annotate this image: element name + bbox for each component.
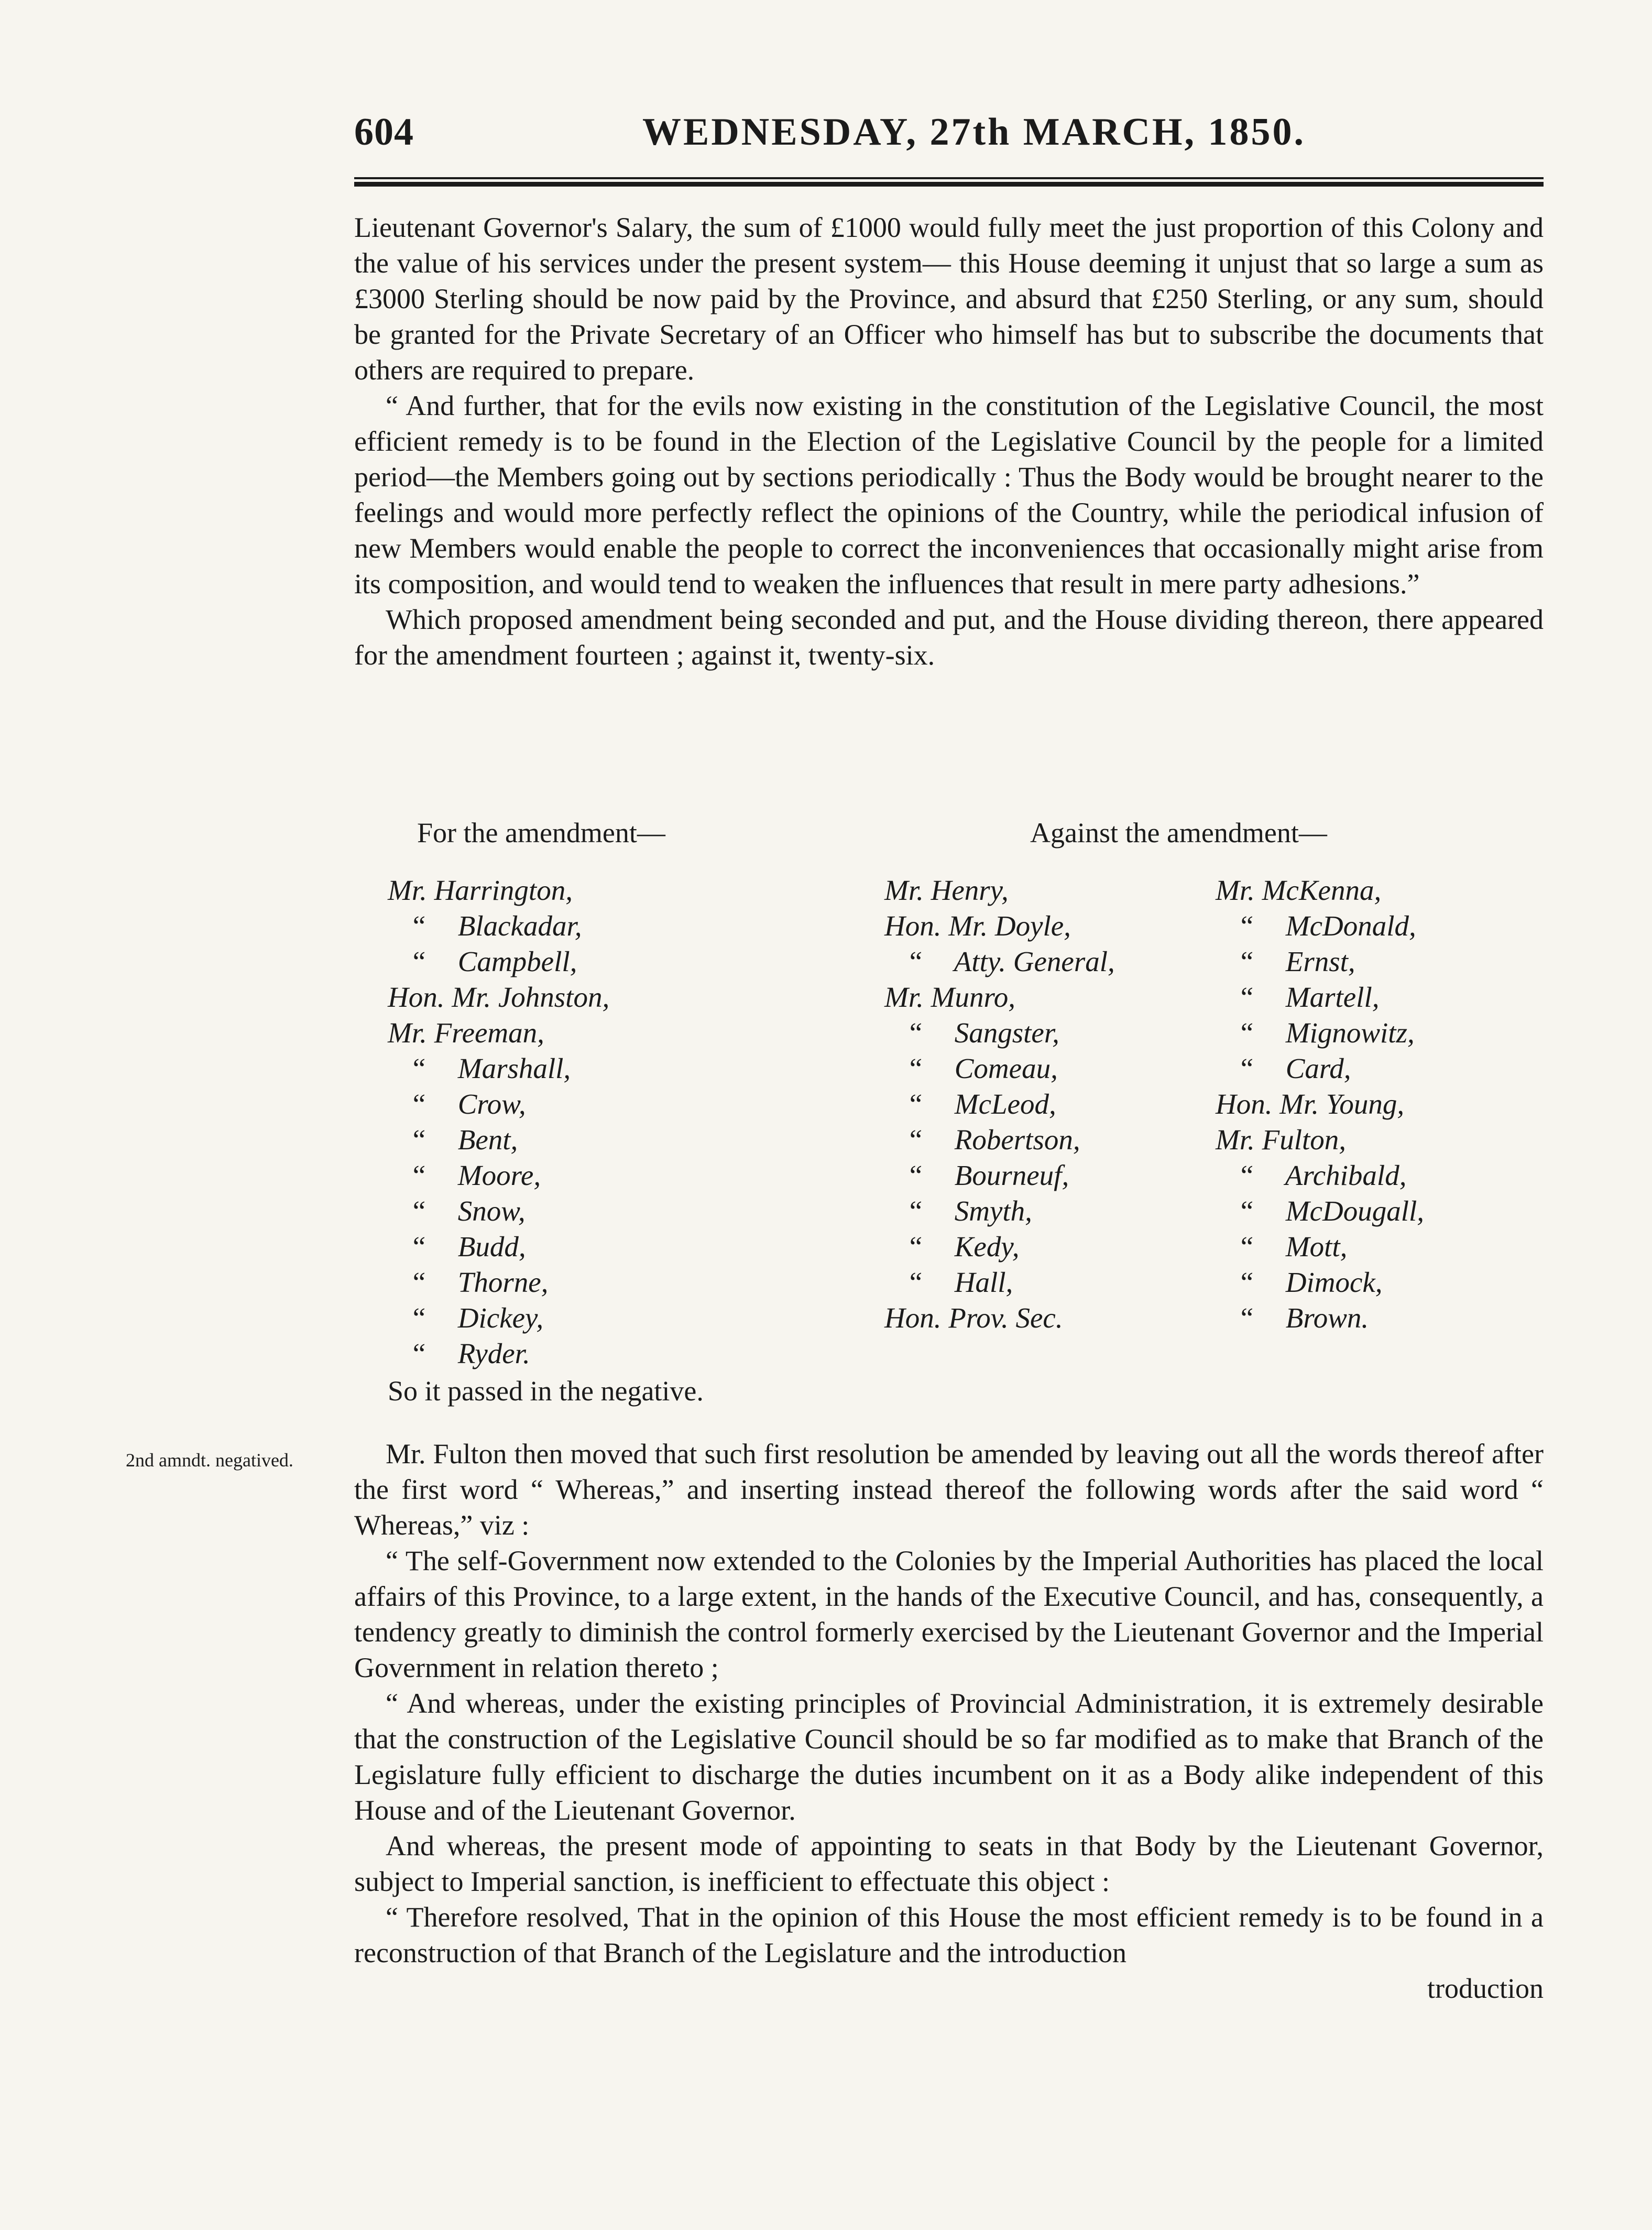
member-name	[1216, 980, 1424, 1015]
member-prefix: Mr.	[388, 874, 427, 906]
member-surname: Fulton,	[1262, 1124, 1347, 1156]
member-name	[388, 1193, 609, 1229]
member-prefix: Hon. Mr.	[388, 981, 491, 1013]
member-name	[1216, 1265, 1424, 1300]
member-surname: Johnston,	[498, 981, 610, 1013]
member-prefix: Mr.	[388, 1017, 427, 1049]
member-surname: Martell,	[1285, 981, 1380, 1013]
member-name	[884, 1051, 1115, 1086]
member-prefix: “	[1240, 1017, 1254, 1049]
member-surname: Freeman,	[434, 1017, 544, 1049]
member-prefix: “	[909, 1088, 923, 1120]
member-surname: Dimock,	[1285, 1266, 1383, 1298]
member-prefix: “	[1240, 981, 1254, 1013]
member-name	[884, 1015, 1115, 1051]
member-surname: McLeod,	[954, 1088, 1056, 1120]
against-heading: Against the amendment—	[1030, 817, 1327, 849]
member-name	[388, 873, 609, 908]
member-prefix: “	[1240, 1195, 1254, 1227]
member-surname: Campbell,	[457, 945, 577, 977]
member-name	[388, 1015, 609, 1051]
page-number: 604	[354, 111, 414, 154]
member-name	[1216, 873, 1424, 908]
member-name	[1216, 1122, 1424, 1158]
member-prefix: Mr.	[884, 874, 924, 906]
member-name	[884, 873, 1115, 908]
member-prefix: Hon. Mr.	[1216, 1088, 1319, 1120]
member-name	[388, 1158, 609, 1193]
member-name	[1216, 1051, 1424, 1086]
member-prefix: “	[412, 1266, 426, 1298]
member-surname: Blackadar,	[457, 910, 582, 942]
member-prefix: “	[1240, 1231, 1254, 1263]
member-surname: Archibald,	[1285, 1159, 1407, 1191]
fulton-motion-paragraph: Mr. Fulton then moved that such first resolution be amended by leaving out all the words thereof after the first word “ Whereas,” and inserting instead thereof the following words after the said word “ Whereas,” viz :	[354, 1438, 1544, 1541]
member-prefix: “	[909, 1017, 923, 1049]
member-prefix: “	[412, 1195, 426, 1227]
member-surname: Moore,	[457, 1159, 541, 1191]
catchword: troduction	[1427, 1973, 1544, 2004]
member-prefix: “	[909, 1159, 923, 1191]
member-name	[884, 1122, 1115, 1158]
member-name	[884, 1300, 1115, 1336]
further-paragraph: “ And further, that for the evils now existing in the constitution of the Legislative Council, the most efficient remedy is to be found in the Election of the Legislative Council by the people for a limited period—the Members going out by sections periodically : Thus the Body would be brought nearer to the feelings and would more perfectly reflect the opinions of the Country, while the periodical infusion of new Members would enable the people to correct the inconveniences that occasionally might arise from its composition, and would tend to weaken the influences that result in mere party adhesions.”	[354, 390, 1544, 600]
member-name	[388, 1051, 609, 1086]
member-surname: Card,	[1285, 1052, 1351, 1084]
member-surname: Munro,	[931, 981, 1016, 1013]
member-prefix: “	[412, 1088, 426, 1120]
member-prefix: “	[1240, 1052, 1254, 1084]
member-surname: McDonald,	[1285, 910, 1416, 942]
member-name	[388, 1229, 609, 1265]
member-prefix: “	[412, 1159, 426, 1191]
member-prefix: “	[909, 1266, 923, 1298]
member-surname: Ryder.	[457, 1337, 530, 1369]
member-surname: McDougall,	[1285, 1195, 1425, 1227]
member-surname: Atty. General,	[954, 945, 1115, 977]
member-name	[388, 944, 609, 980]
against-list-2	[1216, 873, 1424, 1336]
member-surname: Kedy,	[954, 1231, 1020, 1263]
for-list	[388, 873, 609, 1372]
resolved-paragraph: “ Therefore resolved, That in the opinion of this House the most efficient remedy is to be found in a reconstruction of that Branch of the Legislature and the introduction	[354, 1901, 1544, 1968]
member-surname: Henry,	[931, 874, 1009, 906]
member-prefix: “	[1240, 945, 1254, 977]
member-surname: Hall,	[954, 1266, 1013, 1298]
member-prefix: “	[412, 1052, 426, 1084]
member-prefix: “	[1240, 1159, 1254, 1191]
member-name	[388, 1265, 609, 1300]
member-name	[388, 908, 609, 944]
member-name	[388, 1336, 609, 1372]
member-surname: Mott,	[1285, 1231, 1348, 1263]
member-name	[1216, 1015, 1424, 1051]
member-surname: Comeau,	[954, 1052, 1058, 1084]
member-surname: Smyth,	[954, 1195, 1032, 1227]
self-government-paragraph: “ The self-Government now extended to the Colonies by the Imperial Authorities has placed the local affairs of this Province, to a large extent, in the hands of the Executive Council, and has, consequently, a tendency greatly to diminish the control formerly exercised by the Lieutenant Governor and the Imperial Government in relation thereto ;	[354, 1545, 1544, 1683]
member-prefix: “	[909, 945, 923, 977]
member-surname: Robertson,	[954, 1124, 1080, 1156]
member-prefix: “	[909, 1052, 923, 1084]
whereas-paragraph-2: And whereas, the present mode of appointing to seats in that Body by the Lieutenant Governor, subject to Imperial sanction, is inefficient to effectuate this object :	[354, 1830, 1544, 1897]
member-prefix: “	[909, 1124, 923, 1156]
member-prefix: Mr.	[1216, 874, 1255, 906]
member-surname: Marshall,	[457, 1052, 571, 1084]
member-name	[388, 1300, 609, 1336]
member-surname: Budd,	[457, 1231, 526, 1263]
member-surname: Mignowitz,	[1285, 1017, 1415, 1049]
member-surname: Young,	[1326, 1088, 1405, 1120]
page-title: WEDNESDAY, 27th MARCH, 1850.	[642, 111, 1306, 154]
division-headings	[354, 817, 1544, 858]
member-surname: Bent,	[457, 1124, 518, 1156]
member-surname: Thorne,	[457, 1266, 549, 1298]
division-paragraph: Which proposed amendment being seconded and put, and the House dividing thereon, there appeared for the amendment fourteen ; against it, twenty-six.	[354, 604, 1544, 671]
member-surname: McKenna,	[1262, 874, 1382, 906]
member-name	[1216, 1158, 1424, 1193]
member-surname: Harrington,	[434, 874, 573, 906]
member-prefix: “	[909, 1231, 923, 1263]
member-name	[1216, 944, 1424, 980]
member-surname: Sangster,	[954, 1017, 1059, 1049]
for-heading: For the amendment—	[417, 817, 665, 849]
lower-text	[354, 1436, 1544, 2006]
header-rule	[354, 177, 1544, 187]
member-name	[388, 980, 609, 1015]
member-surname: Snow,	[457, 1195, 526, 1227]
member-prefix: Hon. Mr.	[884, 910, 988, 942]
salary-paragraph: Lieutenant Governor's Salary, the sum of £1000 would fully meet the just proportion of this Colony and the value of his services under the present system— this House deeming it unjust that so large a sum as £3000 Sterling should be now paid by the Province, and absurd that £250 Sterling, or any sum, should be granted for the Private Secretary of an Officer who himself has but to subscribe the documents that others are required to prepare.	[354, 212, 1544, 386]
member-surname: Brown.	[1285, 1302, 1369, 1334]
member-prefix: “	[412, 1231, 426, 1263]
member-prefix: Mr.	[1216, 1124, 1255, 1156]
division-result: So it passed in the negative.	[388, 1375, 704, 1407]
member-name	[884, 1086, 1115, 1122]
member-prefix: “	[1240, 1266, 1254, 1298]
member-prefix: “	[412, 1337, 426, 1369]
member-surname: Bourneuf,	[954, 1159, 1069, 1191]
member-name	[884, 908, 1115, 944]
member-prefix: “	[412, 1302, 426, 1334]
member-surname: Doyle,	[994, 910, 1071, 942]
whereas-paragraph-1: “ And whereas, under the existing principles of Provincial Administration, it is extremely desirable that the construction of the Legislative Council should be so far modified as to make that Branch of the Legislature fully efficient to discharge the duties incumbent on it as a Body alike independent of this House and of the Lieutenant Governor.	[354, 1688, 1544, 1826]
member-name	[884, 944, 1115, 980]
member-surname: Crow,	[457, 1088, 526, 1120]
member-prefix: Mr.	[884, 981, 924, 1013]
member-prefix: “	[412, 1124, 426, 1156]
member-name	[884, 1229, 1115, 1265]
member-name	[1216, 1300, 1424, 1336]
against-list-1	[884, 873, 1115, 1336]
member-surname: Ernst,	[1285, 945, 1355, 977]
member-name	[1216, 1193, 1424, 1229]
member-name	[388, 1122, 609, 1158]
member-name	[884, 1265, 1115, 1300]
member-prefix: “	[1240, 1302, 1254, 1334]
member-name	[1216, 1229, 1424, 1265]
upper-text	[354, 210, 1544, 673]
member-name	[1216, 1086, 1424, 1122]
page-header	[354, 110, 1544, 162]
member-name	[1216, 908, 1424, 944]
member-name	[388, 1086, 609, 1122]
member-surname: Prov. Sec.	[948, 1302, 1063, 1334]
member-prefix: “	[1240, 910, 1254, 942]
member-prefix: “	[412, 945, 426, 977]
member-name	[884, 980, 1115, 1015]
member-prefix: “	[412, 910, 426, 942]
member-surname: Dickey,	[457, 1302, 544, 1334]
member-prefix: Hon.	[884, 1302, 942, 1334]
member-name	[884, 1158, 1115, 1193]
member-name	[884, 1193, 1115, 1229]
member-prefix: “	[909, 1195, 923, 1227]
margin-note: 2nd amndt. negatived.	[126, 1450, 293, 1471]
